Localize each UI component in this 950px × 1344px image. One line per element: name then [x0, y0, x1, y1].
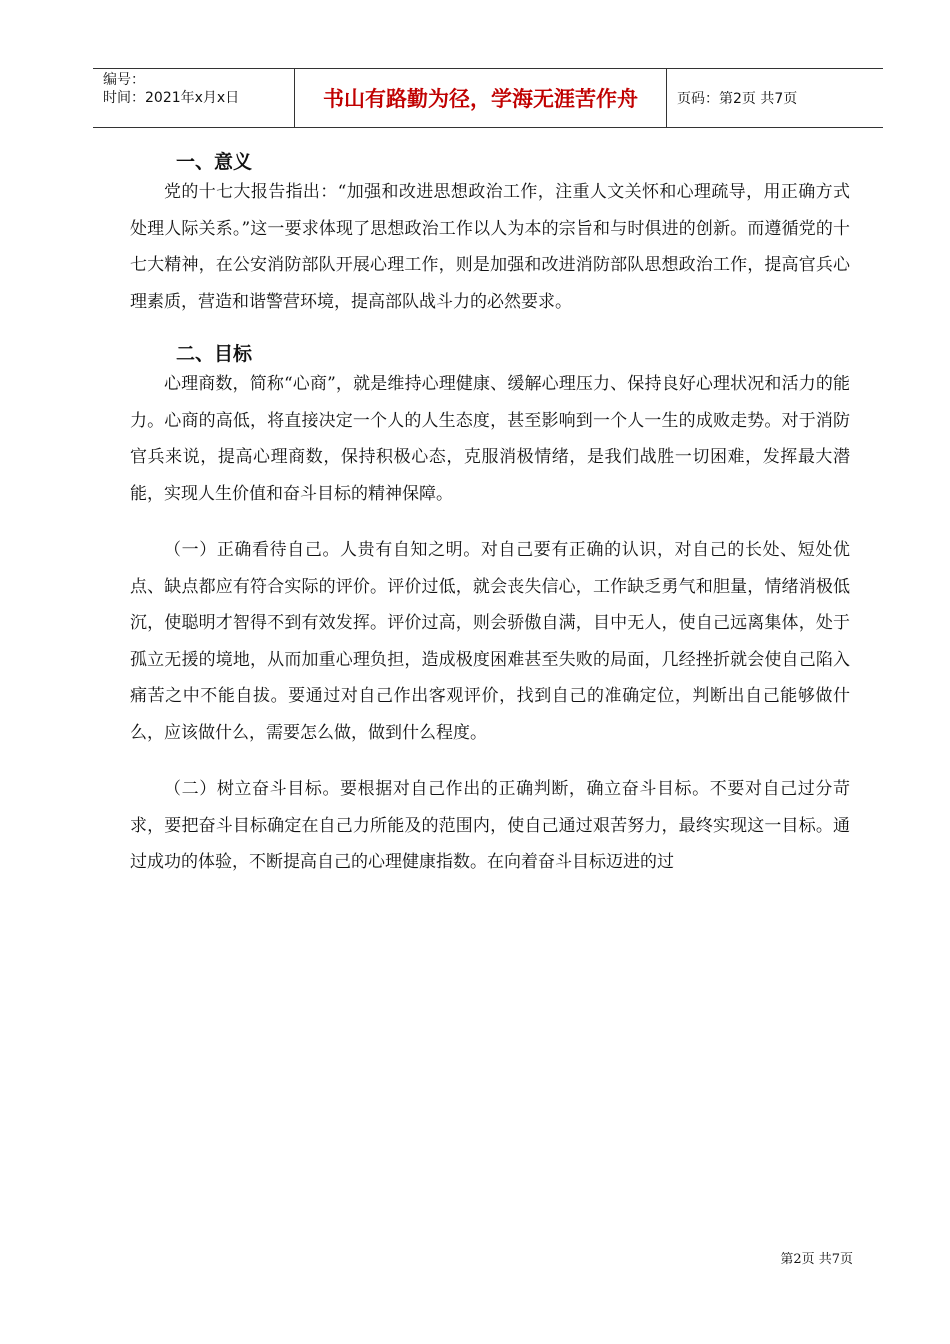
spacer: [130, 512, 850, 532]
paragraph: 党的十七大报告指出：“加强和改进思想政治工作，注重人文关怀和心理疏导，用正确方式处理人际关系。”这一要求体现了思想政治工作以人为本的宗旨和与时俱进的创新。而遵循党的十七大精神，在公安消防部队开展心理工作，则是加强和改进消防部队思想政治工作，提高官兵心理素质，营造和谐警营环境，提高部队战斗力的必然要求。: [130, 182, 850, 312]
code-label: 编号：: [103, 72, 145, 88]
paragraph: 心理商数，简称“心商”，就是维持心理健康、缓解心理压力、保持良好心理状况和活力的能力。心商的高低，将直接决定一个人的人生态度，甚至影响到一个人一生的成败走势。对于消防官兵来说，提高心理商数，保持积极心态，克服消极情绪，是我们战胜一切困难，发挥最大潜能，实现人生价值和奋斗目标的精神保障。: [130, 374, 850, 504]
section-title-meaning: 一、意义: [176, 151, 253, 173]
page-header: [93, 68, 883, 128]
document-body: [130, 150, 850, 881]
spacer: [130, 751, 850, 771]
spacer: [130, 320, 850, 342]
time-label: 时间：2021年x月x日: [103, 90, 240, 106]
header-motto: 书山有路勤为径，学海无涯苦作舟: [295, 69, 667, 127]
paragraph: （二）树立奋斗目标。要根据对自己作出的正确判断，确立奋斗目标。不要对自己过分苛求，要把奋斗目标确定在自己力所能及的范围内，使自己通过艰苦努力，最终实现这一目标。通过成功的体验，不断提高自己的心理健康指数。在向着奋斗目标迈进的过: [130, 779, 850, 872]
header-page-info: 页码：第2页 共7页: [677, 91, 798, 107]
header-meta: [93, 69, 295, 127]
page-footer: 第2页 共7页: [780, 1252, 853, 1267]
paragraph: （一）正确看待自己。人贵有自知之明。对自己要有正确的认识，对自己的长处、短处优点、缺点都应有符合实际的评价。评价过低，就会丧失信心，工作缺乏勇气和胆量，情绪消极低沉，使聪明才智得不到有效发挥。评价过高，则会骄傲自满，目中无人，使自己远离集体，处于孤立无援的境地，从而加重心理负担，造成极度困难甚至失败的局面，几经挫折就会使自己陷入痛苦之中不能自拔。要通过对自己作出客观评价，找到自己的准确定位，判断出自己能够做什么，应该做什么，需要怎么做，做到什么程度。: [130, 540, 850, 743]
section-title-goal: 二、目标: [176, 343, 253, 365]
